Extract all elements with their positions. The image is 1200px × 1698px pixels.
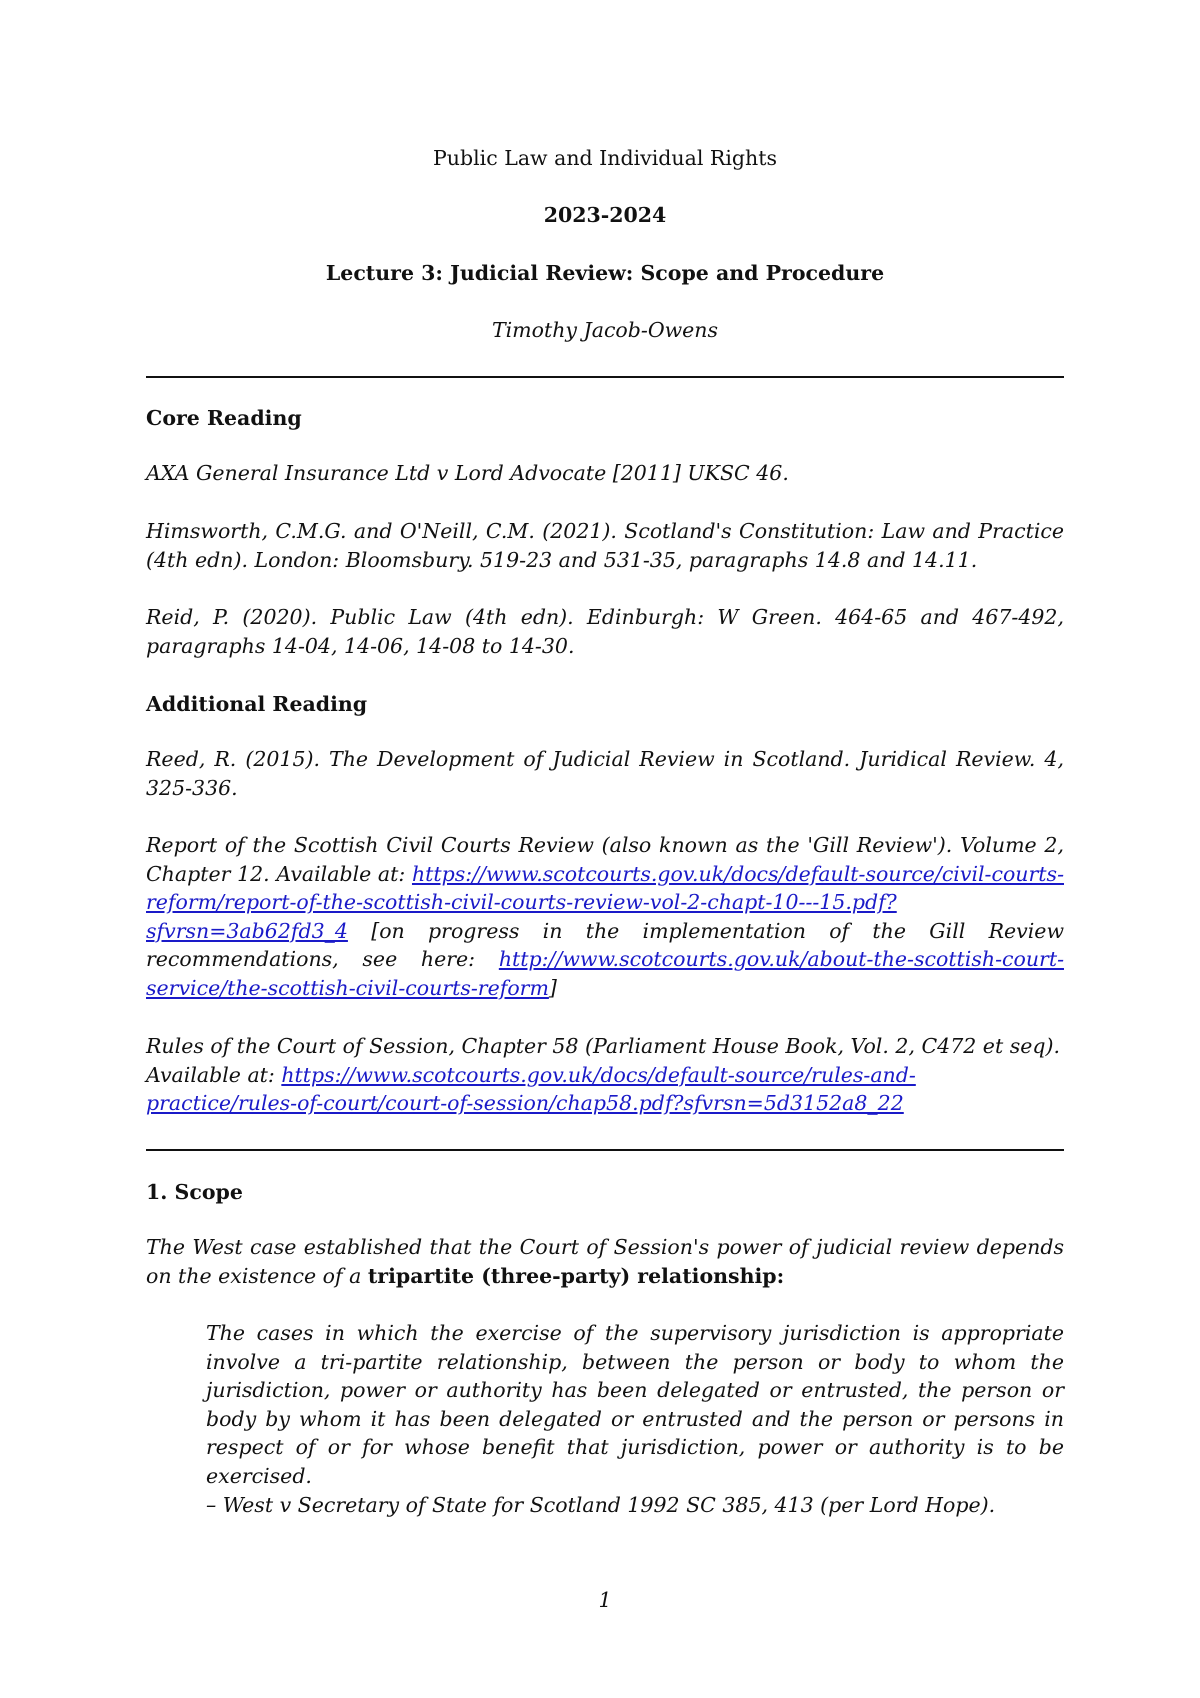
top-divider — [146, 376, 1064, 378]
west-citation: – West v Secretary of State for Scotland 1992 SC 385, 413 (per Lord Hope). — [206, 1493, 996, 1517]
ref-2-text: Report of the Scottish Civil Courts Review (also known as the 'Gill Review'). Volume 2, Chapter 12. Available at: — [146, 833, 1064, 886]
page-number: 1 — [598, 1588, 612, 1612]
scope-intro — [146, 1233, 1064, 1290]
gill-review-link[interactable]: https://www.scotcourts.gov.uk/docs/default-source/civil-courts-reform/report-of-the-scottish-civil-courts-review-vol-2-chapt-10---15.pdf?sfvrsn=3ab62fd3_4 — [146, 861, 1064, 943]
academic-year: 2023-2024 — [543, 203, 667, 227]
scope-heading: 1. Scope — [146, 1180, 243, 1204]
west-quote: The cases in which the exercise of the supervisory jurisdiction is appropriate involve a tri-partite relationship, between the person or body to whom the jurisdiction, power or authority has been delegated or entrusted, the person or body by whom it has been delegated or entrusted and the person or persons in respect of or for whose benefit that jurisdiction, power or authority is to be exercised. — [206, 1321, 1064, 1488]
tripartite-term: tripartite (three-party) relationship: — [367, 1263, 785, 1288]
civil-courts-reform-link[interactable]: http://www.scotcourts.gov.uk/about-the-scottish-court-service/the-scottish-civil-courts-reform — [146, 947, 1064, 1000]
ref-3-text: Rules of the Court of Session, Chapter 58 (Parliament House Book, Vol. 2, C472 et seq). Available at: — [146, 1034, 1060, 1087]
core-reading-ref-3: Reid, P. (2020). Public Law (4th edn). Edinburgh: W Green. 464-65 and 467-492, paragraphs 14-04, 14-06, 14-08 to 14-30. — [146, 605, 1064, 658]
scope-intro-text: The West case established that the Court of Session's power of judicial review depends on the existence of a — [146, 1235, 1064, 1288]
court-of-session-rules-link[interactable]: https://www.scotcourts.gov.uk/docs/default-source/rules-and-practice/rules-of-court/court-of-session/chap58.pdf?sfvrsn=5d3152a8_22 — [146, 1062, 916, 1115]
additional-reading-ref-2 — [146, 831, 1064, 1002]
section-divider — [146, 1149, 1064, 1151]
author-name: Timothy Jacob-Owens — [491, 318, 719, 342]
core-reading-ref-2: Himsworth, C.M.G. and O'Neill, C.M. (2021). Scotland's Constitution: Law and Practice (4th edn). London: Bloomsbury. 519-23 and 531-35, paragraphs 14.8 and 14.11. — [146, 519, 1064, 572]
additional-reading-heading: Additional Reading — [146, 692, 368, 716]
additional-reading-ref-3 — [146, 1032, 1064, 1118]
ref-2-end-text: ] — [548, 975, 557, 1000]
course-title: Public Law and Individual Rights — [432, 146, 777, 170]
lecture-title: Lecture 3: Judicial Review: Scope and Procedure — [325, 261, 885, 285]
core-reading-heading: Core Reading — [146, 406, 302, 430]
core-reading-ref-1: AXA General Insurance Ltd v Lord Advocate [2011] UKSC 46. — [146, 461, 789, 485]
additional-reading-ref-1: Reed, R. (2015). The Development of Judicial Review in Scotland. Juridical Review. 4, 325-336. — [146, 747, 1064, 800]
ref-2-mid-text: [on progress in the implementation of the Gill Review recommendations, see here: — [146, 918, 1064, 971]
